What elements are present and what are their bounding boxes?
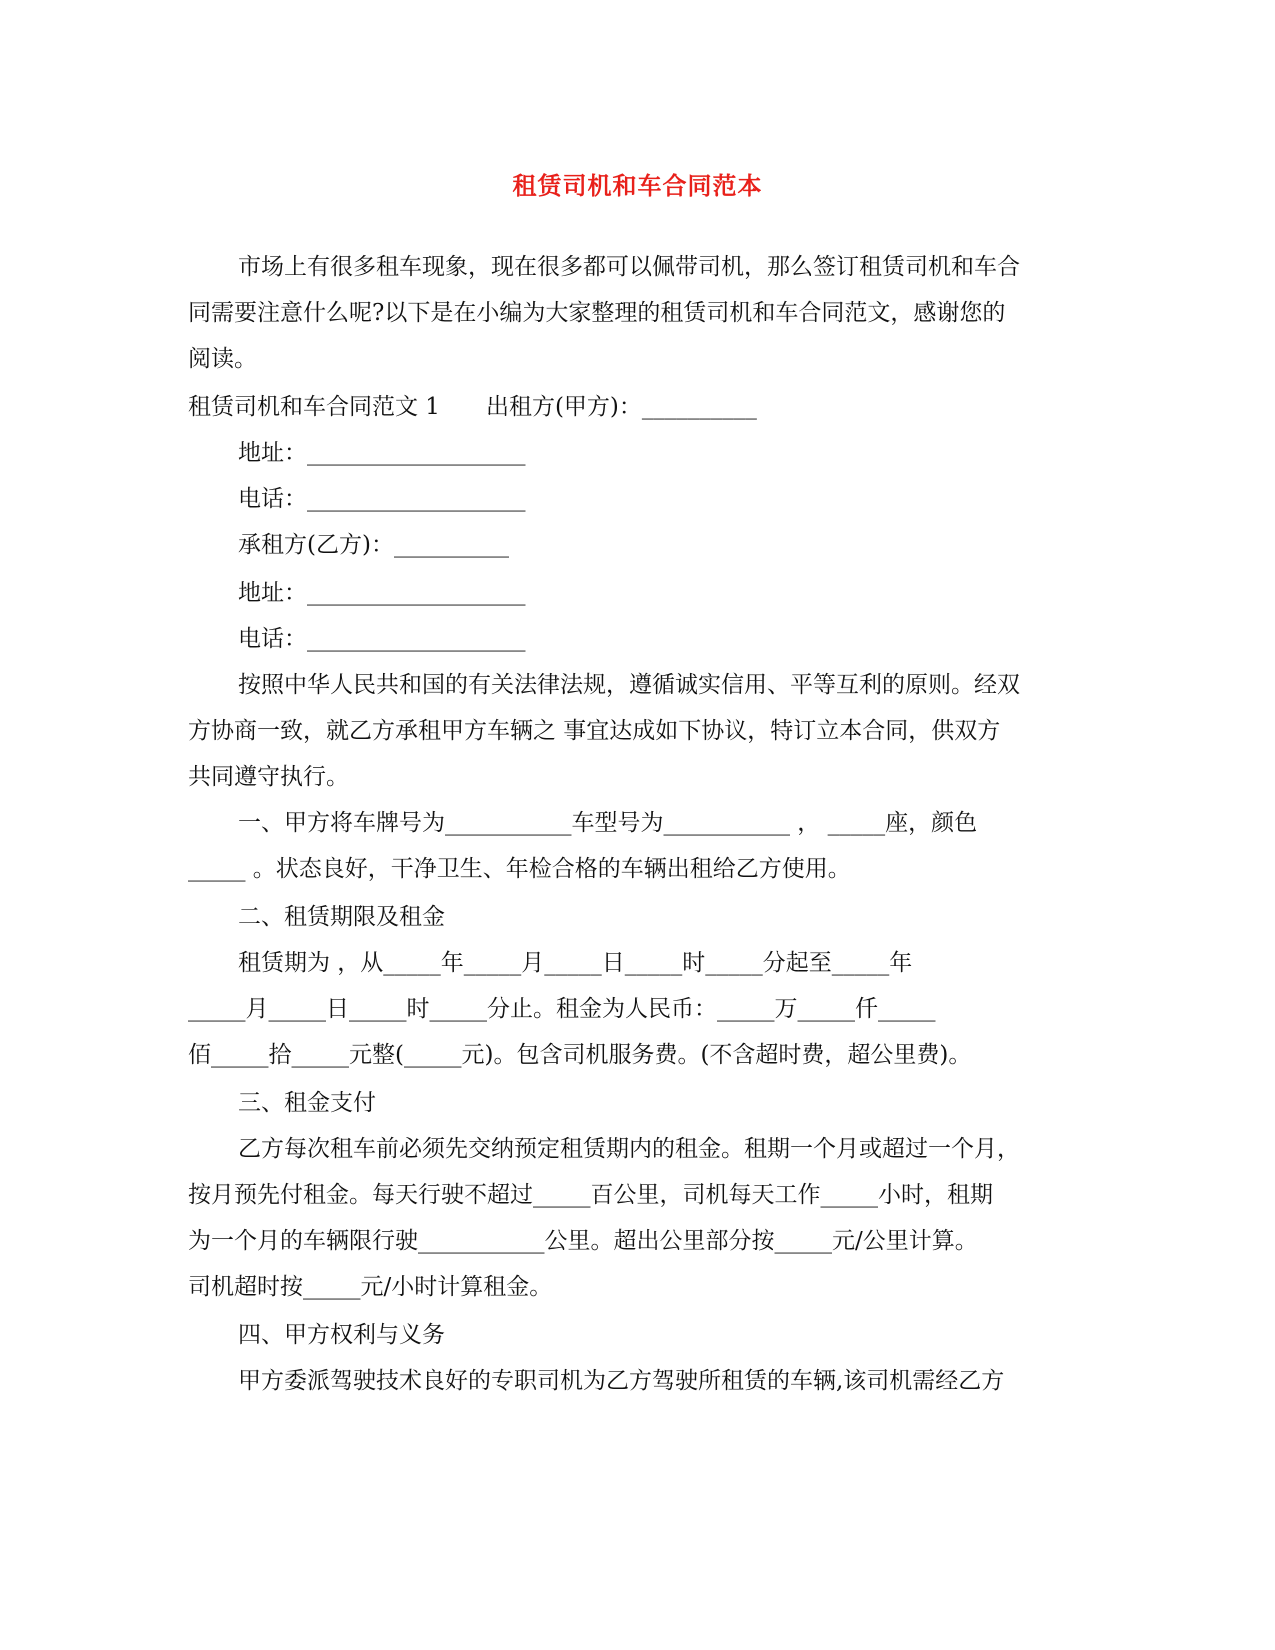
paragraph-line: 甲方委派驾驶技术良好的专职司机为乙方驾驶所租赁的车辆,该司机需经乙方 xyxy=(238,1368,1005,1394)
paragraph-line: 二、租赁期限及租金 xyxy=(238,904,445,930)
paragraph-line: 乙方每次租车前必须先交纳预定租赁期内的租金。租期一个月或超过一个月， xyxy=(238,1136,1020,1162)
paragraph-line: 按月预先付租金。每天行驶不超过_____百公里，司机每天工作_____小时，租期 xyxy=(188,1182,993,1208)
paragraph-line: 承租方(乙方)：__________ xyxy=(238,532,509,558)
paragraph-line: 地址：___________________ xyxy=(238,580,526,606)
paragraph-line: 租赁期为 ，从_____年_____月_____日_____时_____分起至_____年 xyxy=(238,950,913,976)
paragraph-line: 阅读。 xyxy=(188,346,257,372)
paragraph-line: 司机超时按_____元/小时计算租金。 xyxy=(188,1274,553,1300)
document-title: 租赁司机和车合同范本 xyxy=(512,171,763,200)
paragraph-line: 租赁司机和车合同范文 1 出租方(甲方)：__________ xyxy=(188,394,757,420)
paragraph-line: 电话：___________________ xyxy=(238,486,526,512)
paragraph-line: _____ 。状态良好，干净卫生、年检合格的车辆出租给乙方使用。 xyxy=(188,856,851,882)
paragraph-line: 佰_____拾_____元整(_____元)。包含司机服务费。(不含超时费，超公里费)。 xyxy=(188,1042,972,1068)
paragraph-line: 市场上有很多租车现象，现在很多都可以佩带司机，那么签订租赁司机和车合 xyxy=(238,254,1020,280)
paragraph-line: 四、甲方权利与义务 xyxy=(238,1322,445,1348)
paragraph-line: 三、租金支付 xyxy=(238,1090,376,1116)
paragraph-line: 按照中华人民共和国的有关法律法规，遵循诚实信用、平等互利的原则。经双 xyxy=(238,672,1020,698)
paragraph-line: 电话：___________________ xyxy=(238,626,526,652)
paragraph-line: 为一个月的车辆限行驶___________公里。超出公里部分按_____元/公里计算。 xyxy=(188,1228,978,1254)
paragraph-line: 同需要注意什么呢?以下是在小编为大家整理的租赁司机和车合同范文，感谢您的 xyxy=(188,300,1006,326)
paragraph-line: 共同遵守执行。 xyxy=(188,764,349,790)
paragraph-line: 一、甲方将车牌号为___________车型号为___________ ， _____座，颜色 xyxy=(238,810,978,836)
paragraph-line: _____月_____日_____时_____分止。租金为人民币：_____万_____仟_____ xyxy=(188,996,936,1022)
paragraph-line: 方协商一致，就乙方承租甲方车辆之 事宜达成如下协议，特订立本合同，供双方 xyxy=(188,718,1001,744)
paragraph-line: 地址：___________________ xyxy=(238,440,526,466)
